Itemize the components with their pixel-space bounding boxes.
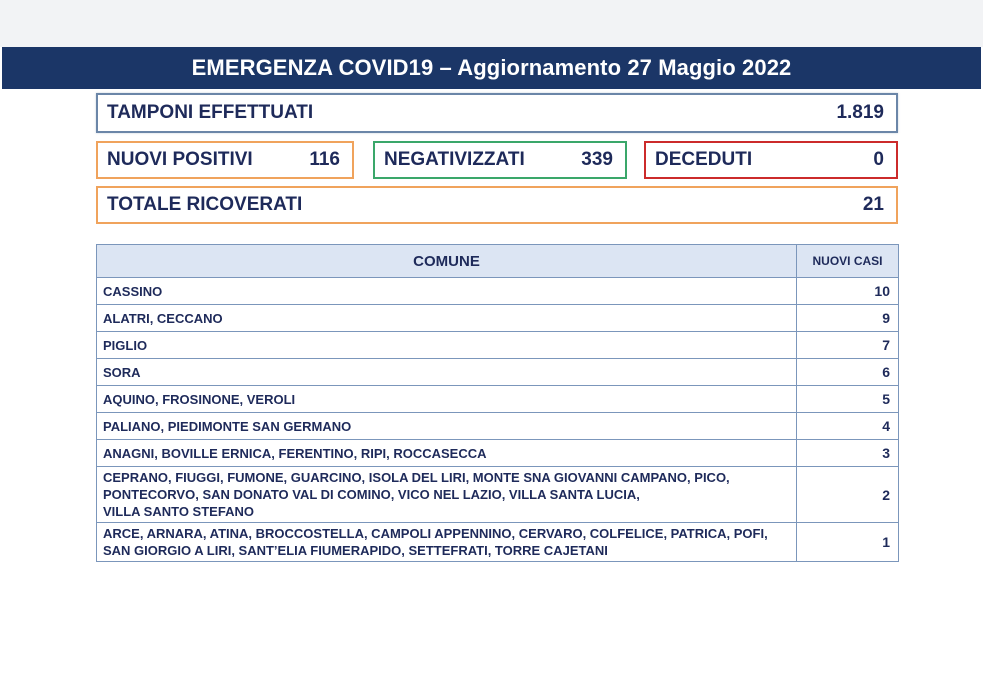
cases-table xyxy=(96,244,899,562)
cases-cell: 9 xyxy=(797,305,899,332)
tamponi-value: 1.819 xyxy=(836,102,884,123)
table-row xyxy=(97,413,899,440)
cases-cell: 10 xyxy=(797,278,899,305)
comune-cell xyxy=(97,523,797,562)
comune-cell: ANAGNI, BOVILLE ERNICA, FERENTINO, RIPI, ROCCASECCA xyxy=(97,440,797,467)
page-title: EMERGENZA COVID19 – Aggiornamento 27 Maggio 2022 xyxy=(2,47,981,89)
comune-cell: AQUINO, FROSINONE, VEROLI xyxy=(97,386,797,413)
table-header-row xyxy=(97,245,899,278)
table-row xyxy=(97,278,899,305)
tamponi-box xyxy=(96,93,898,133)
cases-cell: 5 xyxy=(797,386,899,413)
cases-cell: 1 xyxy=(797,523,899,562)
comune-cell: CASSINO xyxy=(97,278,797,305)
cases-cell: 6 xyxy=(797,359,899,386)
tamponi-label: TAMPONI EFFETTUATI xyxy=(107,102,314,123)
totale-ricoverati-label: TOTALE RICOVERATI xyxy=(107,194,303,215)
deceduti-value: 0 xyxy=(873,149,884,170)
nuovi-positivi-label: NUOVI POSITIVI xyxy=(107,149,253,170)
comune-cell: SORA xyxy=(97,359,797,386)
comune-cell xyxy=(97,467,797,523)
negativizzati-box xyxy=(373,141,627,179)
table-row xyxy=(97,386,899,413)
table-row xyxy=(97,467,899,523)
table-row xyxy=(97,305,899,332)
nuovi-positivi-box xyxy=(96,141,354,179)
comune-cell: PIGLIO xyxy=(97,332,797,359)
deceduti-label: DECEDUTI xyxy=(655,149,753,170)
table-row xyxy=(97,332,899,359)
comune-line: VILLA SANTO STEFANO xyxy=(103,504,254,519)
comune-line: PONTECORVO, SAN DONATO VAL DI COMINO, VICO NEL LAZIO, VILLA SANTA LUCIA, xyxy=(103,487,640,502)
negativizzati-label: NEGATIVIZZATI xyxy=(384,149,525,170)
cases-cell: 7 xyxy=(797,332,899,359)
cases-cell: 2 xyxy=(797,467,899,523)
totale-ricoverati-box xyxy=(96,186,898,224)
table-row xyxy=(97,523,899,562)
cases-cell: 4 xyxy=(797,413,899,440)
totale-ricoverati-value: 21 xyxy=(862,194,884,215)
top-background-strip xyxy=(0,0,983,47)
cases-cell: 3 xyxy=(797,440,899,467)
comune-line: CEPRANO, FIUGGI, FUMONE, GUARCINO, ISOLA DEL LIRI, MONTE SNA GIOVANNI CAMPANO, PICO, xyxy=(103,470,730,485)
comune-line: SAN GIORGIO A LIRI, SANT’ELIA FIUMERAPIDO, SETTEFRATI, TORRE CAJETANI xyxy=(103,543,608,558)
table-row xyxy=(97,440,899,467)
table-row xyxy=(97,359,899,386)
deceduti-box xyxy=(644,141,898,179)
header-nuovi-casi: NUOVI CASI xyxy=(797,245,899,278)
comune-cell: ALATRI, CECCANO xyxy=(97,305,797,332)
negativizzati-value: 339 xyxy=(581,149,613,170)
comune-cell: PALIANO, PIEDIMONTE SAN GERMANO xyxy=(97,413,797,440)
comune-line: ARCE, ARNARA, ATINA, BROCCOSTELLA, CAMPOLI APPENNINO, CERVARO, COLFELICE, PATRICA, POFI, xyxy=(103,526,768,541)
nuovi-positivi-value: 116 xyxy=(309,149,340,170)
header-comune: COMUNE xyxy=(97,245,797,278)
